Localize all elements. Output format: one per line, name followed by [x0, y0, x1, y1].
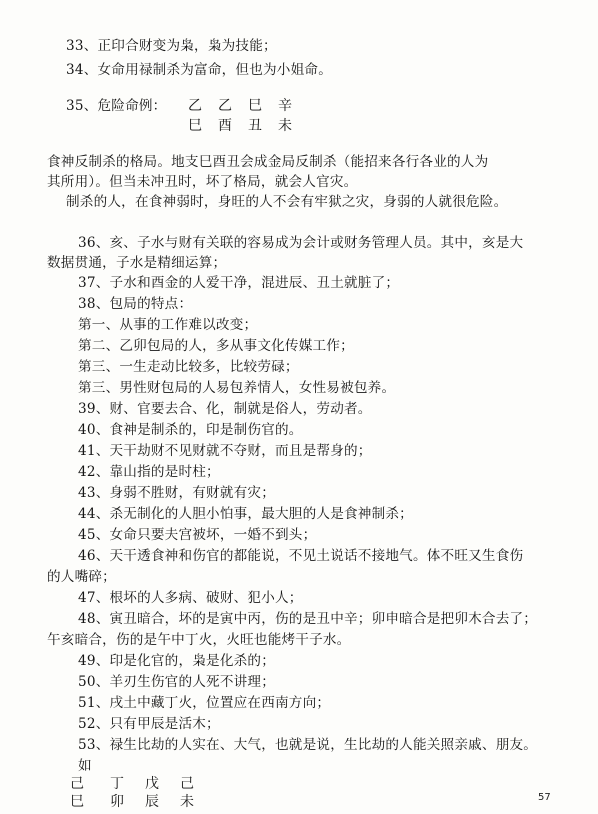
item-33: 33、正印合财变为枭，枭为技能； — [66, 38, 277, 54]
item-48-line-1: 48、寅丑暗合，坏的是寅中丙，伤的是丑中辛；卯申暗合是把卯木合去了； — [78, 611, 538, 627]
chart35-branch-4: 未 — [278, 118, 292, 134]
chart35-branch-1: 巳 — [188, 118, 202, 134]
chart53-branch-4: 未 — [180, 794, 194, 810]
paragraph-shishen-2: 其所用）。但当未冲丑时，坏了格局，就会人官灾。 — [47, 174, 358, 190]
item-50: 50、羊刃生伤官的人死不讲理； — [78, 674, 276, 690]
item-47: 47、根坏的人多病、破财、犯小人； — [78, 590, 303, 606]
item-41: 41、天干劫财不见财就不夺财，而且是帮身的； — [78, 443, 372, 459]
item-49: 49、印是化官的，枭是化杀的； — [78, 653, 276, 669]
item-39: 39、财、官要去合、化，制就是俗人，劳动者。 — [78, 401, 372, 417]
item-43: 43、身弱不胜财，有财就有灾； — [78, 485, 276, 501]
chart35-branch-3: 丑 — [248, 118, 262, 134]
item-38-point-4: 第三、男性财包局的人易包养情人，女性易被包养。 — [78, 380, 396, 396]
item-42: 42、靠山指的是时柱； — [78, 464, 220, 480]
chart53-branch-3: 辰 — [145, 794, 159, 810]
item-37: 37、子水和酉金的人爱干净，混进辰、丑土就脏了； — [78, 275, 400, 291]
chart53-stem-1: 己 — [70, 776, 84, 792]
paragraph-zhisha: 制杀的人，在食神弱时，身旺的人不会有牢狱之灾，身弱的人就很危险。 — [66, 194, 508, 210]
item-48-line-2: 午亥暗合，伤的是午中丁火，火旺也能烤干子水。 — [47, 632, 351, 648]
item-35-heading: 35、危险命例： — [66, 98, 167, 114]
chart35-stem-3: 巳 — [248, 98, 262, 114]
item-53: 53、禄生比劫的人实在、大气，也就是说，生比劫的人能关照亲戚、朋友。 — [78, 737, 538, 753]
chart53-branch-1: 巳 — [70, 794, 84, 810]
chart53-stem-2: 丁 — [110, 776, 124, 792]
item-38-point-3: 第三、一生走动比较多，比较劳碌； — [78, 359, 299, 375]
page-number: 57 — [538, 792, 551, 803]
item-44: 44、杀无制化的人胆小怕事，最大胆的人是食神制杀； — [78, 506, 413, 522]
chart53-stem-4: 己 — [180, 776, 194, 792]
item-36-line-1: 36、亥、子水与财有关联的容易成为会计或财务管理人员。其中，亥是大 — [78, 235, 524, 251]
example-label: 如 — [78, 758, 92, 774]
chart35-branch-2: 酉 — [218, 118, 232, 134]
item-38-point-2: 第二、乙卯包局的人，多从事文化传媒工作； — [78, 338, 354, 354]
paragraph-shishen-1: 食神反制杀的格局。地支巳酉丑会成金局反制杀（能招来各行各业的人为 — [47, 154, 489, 170]
item-46-line-2: 的人嘴碎； — [47, 569, 116, 585]
item-40: 40、食神是制杀的，印是制伤官的。 — [78, 422, 303, 438]
chart35-stem-1: 乙 — [188, 98, 202, 114]
item-36-line-2: 数据贯通，子水是精细运算； — [47, 255, 227, 271]
chart53-stem-3: 戊 — [145, 776, 159, 792]
item-51: 51、戌土中藏丁火，位置应在西南方向； — [78, 695, 331, 711]
item-38: 38、包局的特点： — [78, 296, 193, 312]
item-52: 52、只有甲辰是活木； — [78, 716, 220, 732]
item-38-point-1: 第一、从事的工作难以改变； — [78, 317, 258, 333]
item-45: 45、女命只要夫宫被坏，一婚不到头； — [78, 527, 317, 543]
chart35-stem-4: 辛 — [278, 98, 292, 114]
chart35-stem-2: 乙 — [218, 98, 232, 114]
chart53-branch-2: 卯 — [110, 794, 124, 810]
item-46-line-1: 46、天干透食神和伤官的都能说，不见土说话不接地气。体不旺又生食伤 — [78, 548, 524, 564]
item-34: 34、女命用禄制杀为富命，但也为小姐命。 — [66, 62, 332, 78]
